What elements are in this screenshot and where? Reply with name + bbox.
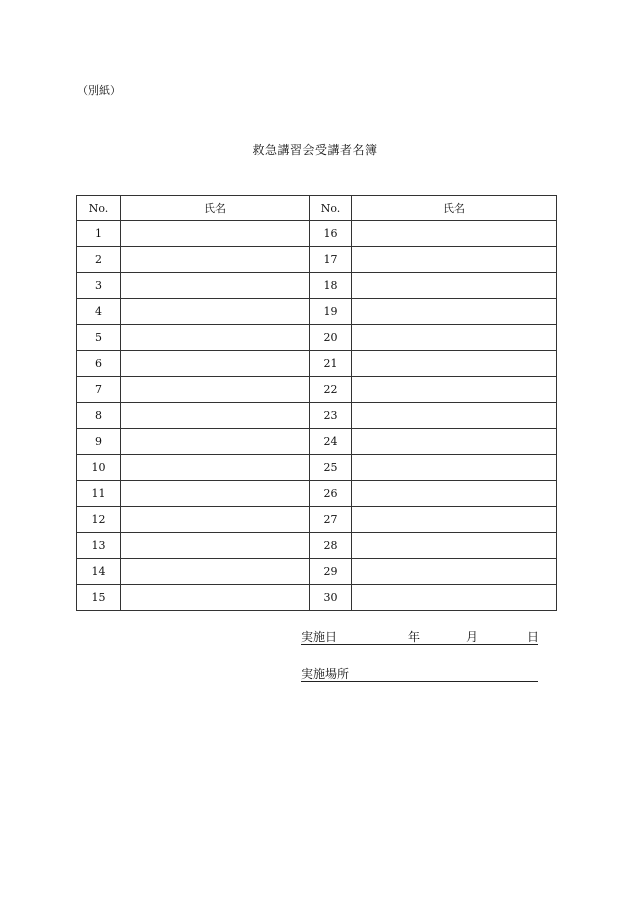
table-row [77,273,557,299]
name-cell-right[interactable] [352,325,557,351]
row-no-right: 21 [310,351,352,377]
table-row [77,377,557,403]
header-no-right: No. [310,196,352,221]
row-no-left: 10 [77,455,121,481]
header-name-left: 氏名 [121,196,310,221]
row-no-left: 7 [77,377,121,403]
table-row [77,559,557,585]
row-no-right: 22 [310,377,352,403]
row-no-left: 14 [77,559,121,585]
row-no-right: 19 [310,299,352,325]
header-name-right: 氏名 [352,196,557,221]
row-no-left: 1 [77,221,121,247]
name-cell-left[interactable] [121,455,310,481]
table-row [77,403,557,429]
header-no-left: No. [77,196,121,221]
name-cell-right[interactable] [352,351,557,377]
row-no-left: 13 [77,533,121,559]
name-cell-right[interactable] [352,429,557,455]
row-no-right: 18 [310,273,352,299]
document-title: 救急講習会受講者名簿 [252,143,378,157]
name-cell-left[interactable] [121,377,310,403]
name-cell-right[interactable] [352,377,557,403]
day-label: 日 [527,630,540,644]
name-cell-left[interactable] [121,325,310,351]
table-row [77,325,557,351]
name-cell-right[interactable] [352,221,557,247]
name-cell-left[interactable] [121,273,310,299]
implementation-place-line[interactable] [301,667,538,682]
name-cell-right[interactable] [352,481,557,507]
row-no-right: 29 [310,559,352,585]
row-no-left: 11 [77,481,121,507]
row-no-right: 17 [310,247,352,273]
name-cell-left[interactable] [121,507,310,533]
row-no-right: 27 [310,507,352,533]
table-header-row [77,196,557,221]
row-no-left: 4 [77,299,121,325]
table-row [77,221,557,247]
name-cell-left[interactable] [121,221,310,247]
name-cell-left[interactable] [121,585,310,611]
table-row [77,351,557,377]
row-no-right: 30 [310,585,352,611]
row-no-left: 5 [77,325,121,351]
table-row [77,585,557,611]
implementation-date-line[interactable] [301,630,538,645]
name-cell-right[interactable] [352,585,557,611]
name-cell-right[interactable] [352,403,557,429]
name-cell-right[interactable] [352,455,557,481]
month-label: 月 [466,630,479,644]
row-no-left: 6 [77,351,121,377]
name-cell-right[interactable] [352,247,557,273]
table-row [77,507,557,533]
table-row [77,299,557,325]
row-no-right: 23 [310,403,352,429]
row-no-right: 20 [310,325,352,351]
row-no-right: 28 [310,533,352,559]
name-cell-left[interactable] [121,351,310,377]
attachment-label: （別紙） [77,84,121,97]
row-no-right: 24 [310,429,352,455]
table-row [77,455,557,481]
name-cell-right[interactable] [352,533,557,559]
year-label: 年 [408,630,421,644]
row-no-left: 9 [77,429,121,455]
name-cell-left[interactable] [121,559,310,585]
attendee-roster-table [76,195,557,611]
row-no-left: 12 [77,507,121,533]
name-cell-left[interactable] [121,403,310,429]
name-cell-left[interactable] [121,533,310,559]
name-cell-right[interactable] [352,507,557,533]
name-cell-left[interactable] [121,247,310,273]
date-label: 実施日 [301,630,338,644]
name-cell-left[interactable] [121,299,310,325]
table-row [77,429,557,455]
name-cell-right[interactable] [352,559,557,585]
name-cell-left[interactable] [121,429,310,455]
row-no-right: 26 [310,481,352,507]
place-label: 実施場所 [301,667,350,681]
row-no-left: 2 [77,247,121,273]
table-row [77,481,557,507]
name-cell-right[interactable] [352,273,557,299]
row-no-right: 25 [310,455,352,481]
roster-body [77,221,557,611]
table-row [77,533,557,559]
row-no-right: 16 [310,221,352,247]
name-cell-left[interactable] [121,481,310,507]
row-no-left: 15 [77,585,121,611]
row-no-left: 3 [77,273,121,299]
table-row [77,247,557,273]
row-no-left: 8 [77,403,121,429]
name-cell-right[interactable] [352,299,557,325]
